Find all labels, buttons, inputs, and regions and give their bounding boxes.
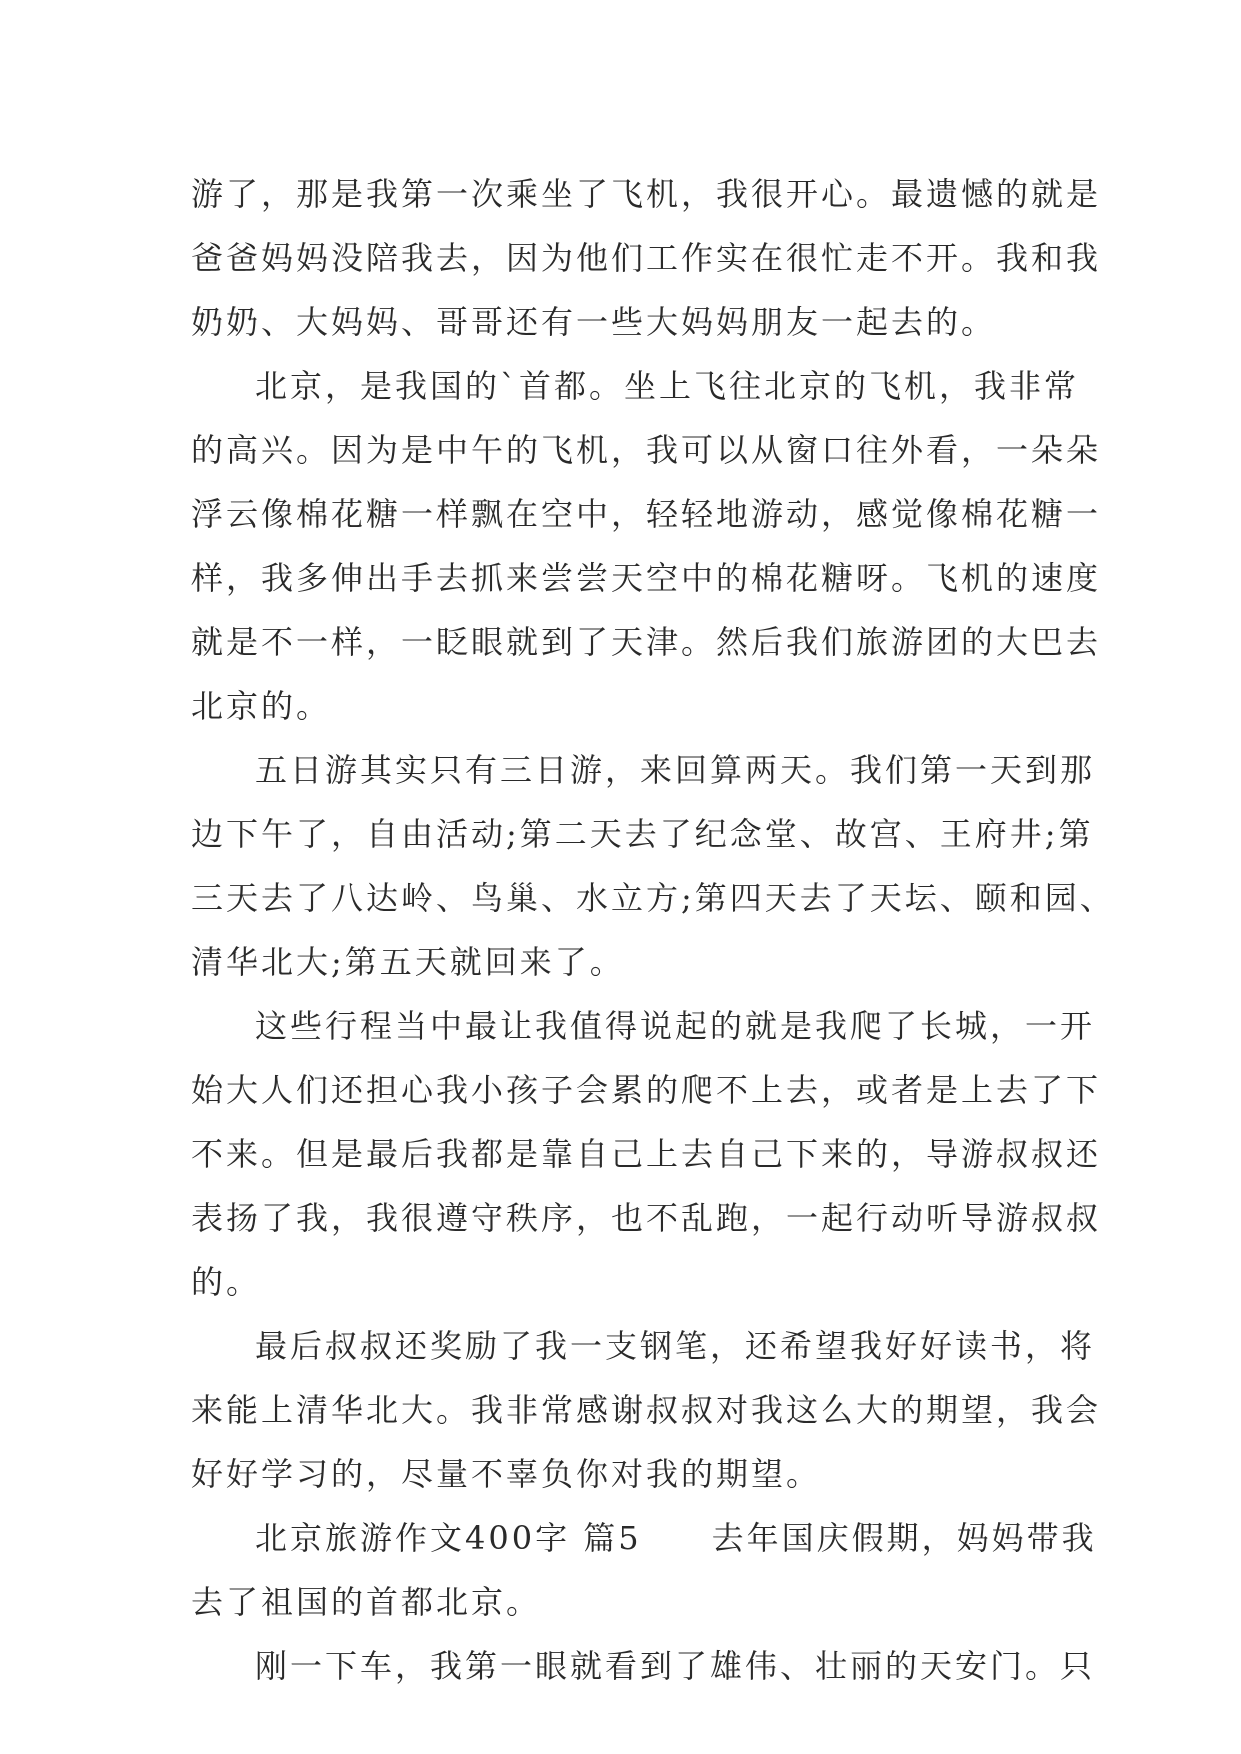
text-line: 爸爸妈妈没陪我去，因为他们工作实在很忙走不开。我和我 [191,239,1102,277]
text-line: 的。 [191,1263,262,1301]
paragraph [191,1634,1096,1698]
text-line: 样，我多伸出手去抓来尝尝天空中的棉花糖呀。飞机的速度 [191,559,1102,597]
text-line: 来能上清华北大。我非常感谢叔叔对我这么大的期望，我会 [191,1391,1102,1429]
document-body [191,162,1115,1698]
paragraph [191,1314,1102,1506]
section-paragraph [191,1506,1097,1634]
text-line: 五日游其实只有三日游，来回算两天。我们第一天到那 [255,751,1096,789]
text-line: 北京的。 [191,687,332,725]
paragraph [191,354,1102,738]
text-line [191,1506,1097,1570]
text-line: 就是不一样，一眨眼就到了天津。然后我们旅游团的大巴去 [191,623,1102,661]
text-line: 浮云像棉花糖一样飘在空中，轻轻地游动，感觉像棉花糖一 [191,495,1102,533]
text-line: 最后叔叔还奖励了我一支钢笔，还希望我好好读书，将 [255,1327,1096,1365]
paragraph [191,162,1102,354]
section-first-line-text: 去年国庆假期，妈妈带我 [711,1519,1097,1557]
section-heading: 北京旅游作文400字 篇5 [255,1519,642,1557]
text-line: 刚一下车，我第一眼就看到了雄伟、壮丽的天安门。只 [255,1647,1096,1685]
text-line: 游了，那是我第一次乘坐了飞机，我很开心。最遗憾的就是 [191,175,1102,213]
text-line: 好好学习的，尽量不辜负你对我的期望。 [191,1455,822,1493]
text-line: 边下午了，自由活动;第二天去了纪念堂、故宫、王府井;第 [191,815,1094,853]
text-line: 不来。但是最后我都是靠自己上去自己下来的，导游叔叔还 [191,1135,1102,1173]
paragraph [191,738,1115,994]
text-line: 的高兴。因为是中午的飞机，我可以从窗口往外看，一朵朵 [191,431,1102,469]
text-line: 始大人们还担心我小孩子会累的爬不上去，或者是上去了下 [191,1071,1102,1109]
text-line: 清华北大;第五天就回来了。 [191,943,625,981]
text-line: 去了祖国的首都北京。 [191,1583,542,1621]
text-line: 这些行程当中最让我值得说起的就是我爬了长城，一开 [255,1007,1096,1045]
paragraph [191,994,1102,1314]
text-line: 三天去了八达岭、鸟巢、水立方;第四天去了天坛、颐和园、 [191,879,1115,917]
text-line: 奶奶、大妈妈、哥哥还有一些大妈妈朋友一起去的。 [191,303,997,341]
text-line: 表扬了我，我很遵守秩序，也不乱跑，一起行动听导游叔叔 [191,1199,1102,1237]
text-line: 北京，是我国的`首都。坐上飞往北京的飞机，我非常 [255,367,1080,405]
